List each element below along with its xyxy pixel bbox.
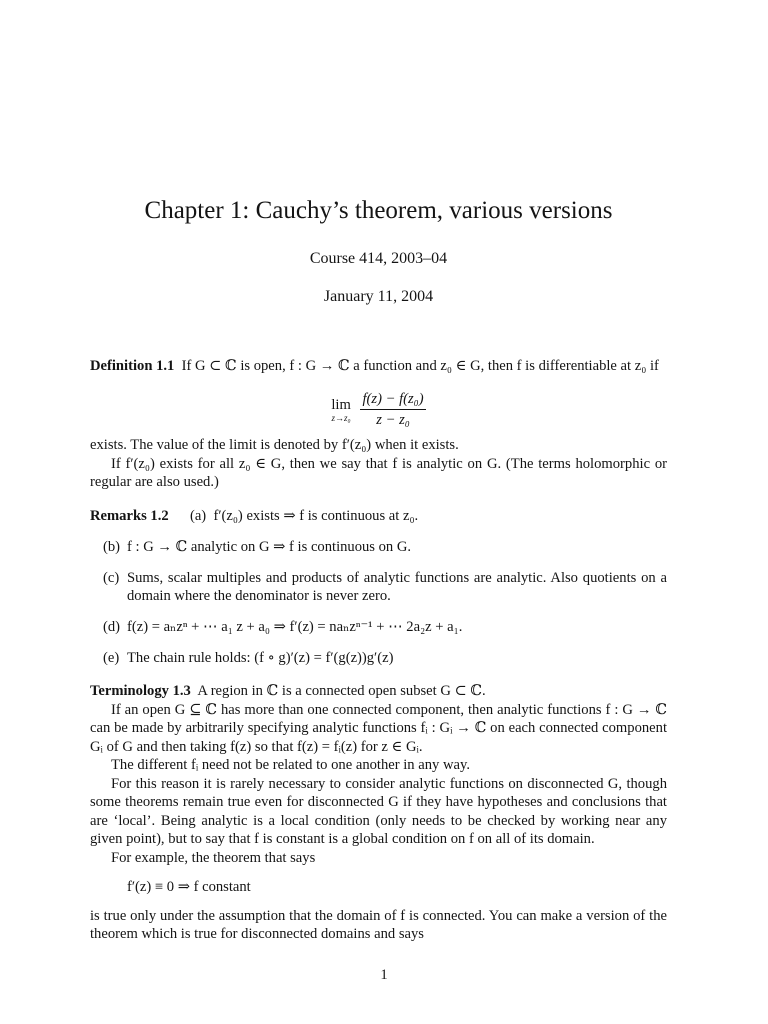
remarks-label: Remarks 1.2 xyxy=(90,508,169,524)
terminology-paragraph-components: If an open G ⊆ ℂ has more than one connected component, then analytic functions f : G → ℂ can be made by arbitrarily specifying analytic functions fᵢ : Gᵢ → ℂ on each connected component Gᵢ of G and then taking f(z) so that f(z) = fᵢ(z) for z ∈ Gᵢ. xyxy=(90,702,667,755)
remark-e-marker: (e) xyxy=(103,650,120,666)
remark-c-text: Sums, scalar multiples and products of analytic functions are analytic. Also quotients on a domain where the denominator is never zero. xyxy=(127,570,667,605)
course-line: Course 414, 2003–04 xyxy=(309,250,448,267)
terminology-heading-line xyxy=(90,682,667,700)
limit-operator: lim z→z₀ xyxy=(331,397,351,424)
definition-analytic-paragraph: If f′(z₀) exists for all z₀ ∈ G, then we say that f is analytic on G. (The terms holomorphic or regular are also used.) xyxy=(90,456,667,491)
fraction-numerator: f(z) − f(z₀) xyxy=(360,390,425,410)
limit-display xyxy=(90,390,667,430)
definition-exists-line: exists. The value of the limit is denoted by f′(z₀) when it exists. xyxy=(90,437,459,453)
date-line: January 11, 2004 xyxy=(323,288,434,305)
chapter-title: Chapter 1: Cauchy’s theorem, various versions xyxy=(144,197,613,224)
remark-a-text: f′(z₀) exists ⇒ f is continuous at z₀. xyxy=(213,508,419,524)
terminology-region-text: A region in ℂ is a connected open subset G ⊂ ℂ. xyxy=(197,683,486,699)
remark-c-marker: (c) xyxy=(103,570,120,586)
remark-e-text: The chain rule holds: (f ∘ g)′(z) = f′(g(z))g′(z) xyxy=(127,650,394,666)
remark-d-text: f(z) = aₙzⁿ + ⋯ a₁ z + a₀ ⇒ f′(z) = naₙzⁿ⁻¹ + ⋯ 2a₂z + a₁. xyxy=(127,619,463,635)
definition-paragraph xyxy=(90,357,667,375)
remark-b-marker: (b) xyxy=(103,539,121,555)
terminology-paragraph-different: The different fᵢ need not be related to one another in any way. xyxy=(111,757,470,773)
remark-d-marker: (d) xyxy=(103,619,121,635)
limit-fraction xyxy=(360,390,425,430)
definition-label: Definition 1.1 xyxy=(90,358,175,374)
terminology-paragraph-example: For example, the theorem that says xyxy=(111,850,316,866)
constant-display-formula: f′(z) ≡ 0 ⇒ f constant xyxy=(127,879,251,895)
page-number: 1 xyxy=(380,967,388,983)
remark-a-marker: (a) xyxy=(189,508,207,524)
fraction-denominator: z − z₀ xyxy=(376,412,410,429)
remarks-heading-line xyxy=(90,507,667,525)
terminology-paragraph-local: For this reason it is rarely necessary to consider analytic functions on disconnected G, though some theorems remain true even for disconnected G if they have hypotheses and conclusions that are ‘local’. Being analytic is a local condition (only needs to be checked by working near any given point), but to say that f is constant is a global condition on f on all of its domain. xyxy=(90,776,667,847)
definition-text: If G ⊂ ℂ is open, f : G → ℂ a function and z₀ ∈ G, then f is differentiable at z₀ if xyxy=(181,358,659,374)
remark-b-text: f : G → ℂ analytic on G ⇒ f is continuous on G. xyxy=(127,539,412,555)
limit-subscript: z→z₀ xyxy=(331,413,351,424)
terminology-paragraph-connected: is true only under the assumption that the domain of f is connected. You can make a version of the theorem which is true for disconnected domains and says xyxy=(90,908,667,943)
terminology-label: Terminology 1.3 xyxy=(90,683,191,699)
